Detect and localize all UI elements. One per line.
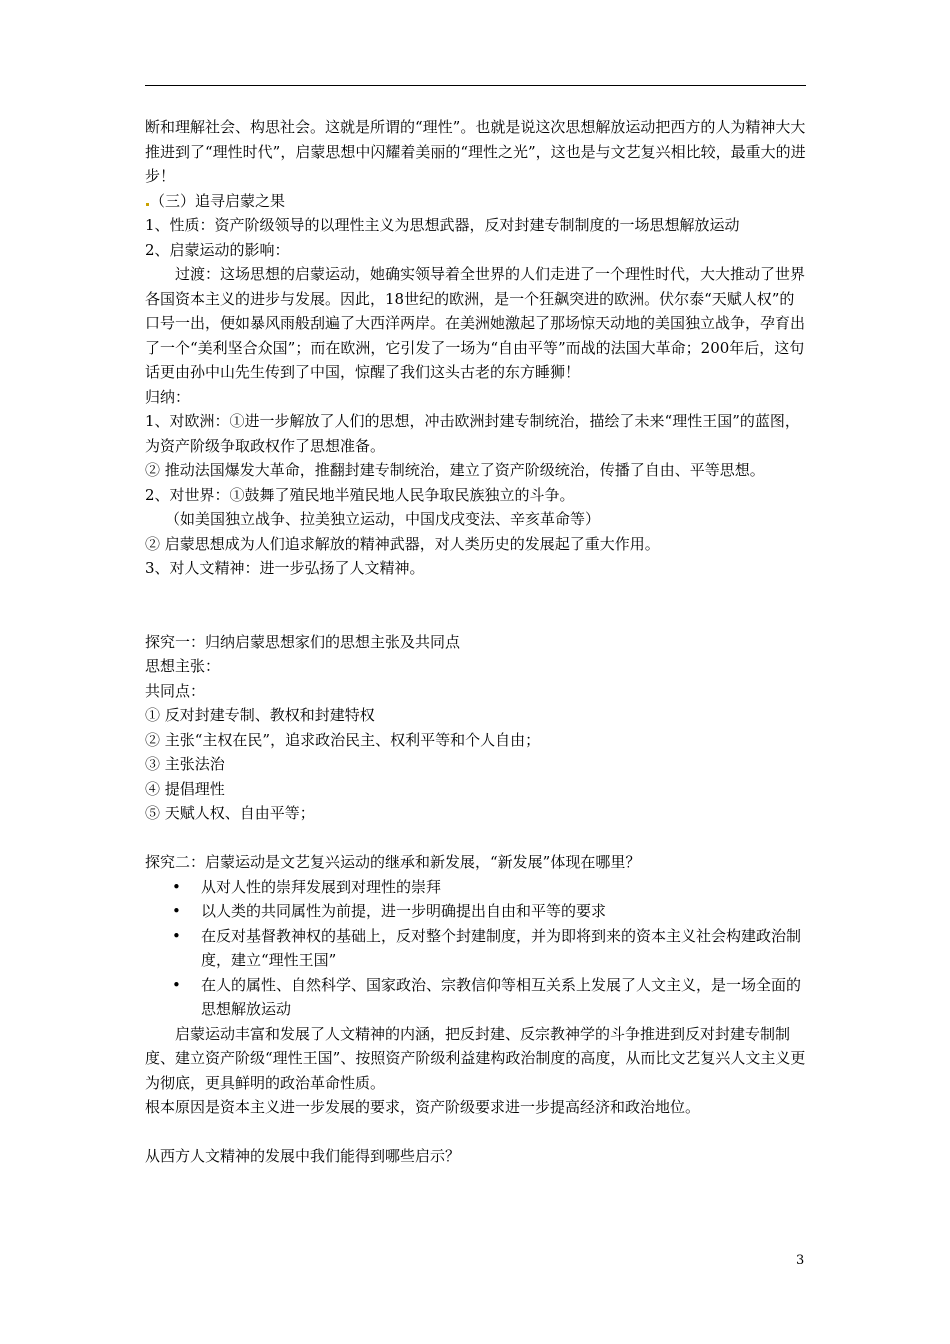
common-point: ③ 主张法治 <box>145 755 225 773</box>
common-point: ② 主张“主权在民”，追求政治民主、权利平等和个人自由； <box>145 730 541 749</box>
transition-paragraph: 过渡：这场思想的启蒙运动，她确实领导着全世界的人们走进了一个理性时代，大大推动了世界各国资本主义的进步与发展。因此，18世纪的欧洲，是一个狂飙突进的欧洲。伏尔泰“天赋人权”的口号一出，便如暴风雨般刮遍了大西洋两岸。在美洲她激起了那场惊天动地的美国独立战争，孕育出了一个“美利坚合众国”；而在欧洲，它引发了一场为“自由平等”而战的法国大革命；200年后，这句话更由孙中山先生传到了中国，惊醒了我们这头古老的东方睡狮！ <box>145 265 806 381</box>
list-item: • 以人类的共同属性为前提，进一步明确提出自由和平等的要求 <box>145 899 807 924</box>
header-rule <box>145 85 806 86</box>
europe-impact-1: 1、对欧洲：①进一步解放了人们的思想，冲击欧洲封建专制统治，描绘了未来“理性王国”的蓝图，为资产阶级争取政权作了思想准备。 <box>145 412 800 455</box>
common-label: 共同点： <box>145 681 206 700</box>
section-3-title: （三）追寻启蒙之果 <box>145 189 807 214</box>
intro-paragraph: 断和理解社会、构思社会。这就是所谓的“理性”。也就是说这次思想解放运动把西方的人为精神大大推进到了“理性时代”，启蒙思想中闪耀着美丽的“理性之光”，这也是与文艺复兴相比较，最重大的进步！ <box>145 118 806 185</box>
common-point: ⑤ 天赋人权、自由平等； <box>145 804 315 822</box>
spacer <box>145 826 807 851</box>
spacer <box>145 581 807 630</box>
world-impact-1: 2、对世界：①鼓舞了殖民地半殖民地人民争取民族独立的斗争。 <box>145 485 575 504</box>
final-question: 从西方人文精神的发展中我们能得到哪些启示？ <box>145 1147 461 1165</box>
nature-line: 1、性质：资产阶级领导的以理性主义为思想武器，反对封建专制制度的一场思想解放运动 <box>145 216 740 234</box>
common-point: ④ 提倡理性 <box>145 779 225 798</box>
humanism-impact: 3、对人文精神：进一步弘扬了人文精神。 <box>145 559 425 577</box>
world-impact-2: ② 启蒙思想成为人们追求解放的精神武器，对人类历史的发展起了重大作用。 <box>145 534 660 553</box>
page-content <box>145 115 807 1169</box>
list-item: • 在人的属性、自然科学、国家政治、宗教信仰等相互关系上发展了人文主义，是一场全面的思想解放运动 <box>145 973 807 1022</box>
ideas-label: 思想主张： <box>145 657 221 675</box>
page-number: 3 <box>796 1253 805 1268</box>
world-examples: （如美国独立战争、拉美独立运动，中国戊戌变法、辛亥革命等） <box>165 510 601 528</box>
inquiry-1-title: 探究一：归纳启蒙思想家们的思想主张及共同点 <box>145 632 461 651</box>
impact-title: 2、启蒙运动的影响： <box>145 240 290 259</box>
spacer <box>145 1120 807 1145</box>
common-point: ① 反对封建专制、教权和封建特权 <box>145 706 375 724</box>
summary-title: 归纳： <box>145 387 191 406</box>
inquiry-2-title: 探究二：启蒙运动是文艺复兴运动的继承和新发展，“新发展”体现在哪里？ <box>145 853 641 871</box>
conclusion-paragraph: 启蒙运动丰富和发展了人文精神的内涵，把反封建、反宗教神学的斗争推进到反对封建专制制度、建立资产阶级“理性王国”、按照资产阶级利益建构政治制度的高度，从而比文艺复兴人文主义更为彻底，更具鲜明的政治革命性质。 <box>145 1024 806 1092</box>
europe-impact-2: ② 推动法国爆发大革命，推翻封建专制统治，建立了资产阶级统治，传播了自由、平等思想。 <box>145 461 765 479</box>
marker-dot <box>146 203 149 206</box>
list-item: • 从对人性的崇拜发展到对理性的崇拜 <box>145 875 807 900</box>
inquiry-2-list <box>145 875 807 1022</box>
root-cause-line: 根本原因是资本主义进一步发展的要求，资产阶级要求进一步提高经济和政治地位。 <box>145 1098 701 1116</box>
list-item: • 在反对基督教神权的基础上，反对整个封建制度，并为即将到来的资本主义社会构建政治制度，建立“理性王国” <box>145 924 807 973</box>
